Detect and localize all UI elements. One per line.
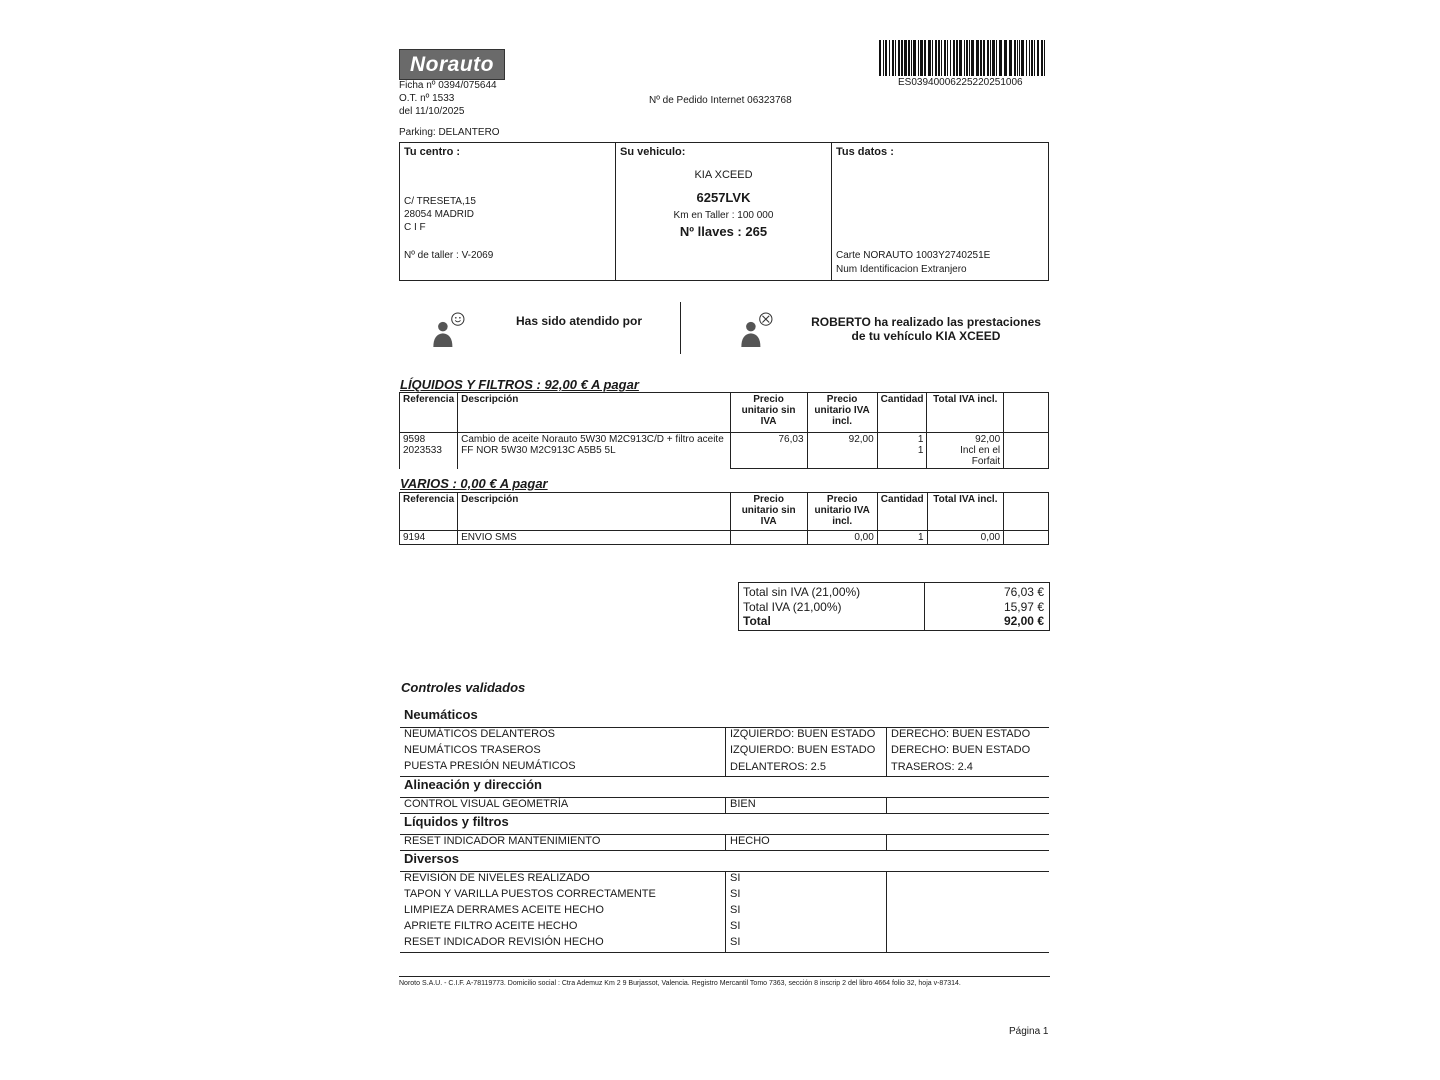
norauto-logo: Norauto (399, 49, 505, 80)
parking-info: Parking: DELANTERO (399, 127, 500, 138)
service-line-2: de tu vehículo KIA XCEED (851, 329, 1001, 343)
liquidos-table (399, 392, 1049, 469)
row-total: 92,00 (975, 434, 1001, 445)
attended-by: Has sido atendido por (516, 314, 643, 328)
control-value: DELANTEROS: 2.5 (730, 761, 826, 773)
carte-norauto: Carte NORAUTO 1003Y2740251E (836, 250, 991, 261)
vehicle-plate: 6257LVK (696, 190, 751, 205)
varios-table (399, 492, 1049, 545)
vehiculo-title: Su vehiculo: (620, 146, 686, 158)
control-value: TRASEROS: 2.4 (891, 761, 973, 773)
legal-footer: Noroto S.A.U. - C.I.F. A-78119773. Domicilio social : Ctra Ademuz Km 2 9 Burjassot, Valencia. Registro Mercantil Tomo 7363, sección 8 inscrip 2 del libro 4664 folio 32, hoja v-87314. (399, 980, 961, 987)
table-row (400, 531, 1049, 545)
control-label: REVISIÓN DE NIVELES REALIZADO (404, 872, 590, 884)
vehicle-model: KIA XCEED (694, 169, 753, 181)
col-puiva: Precio unitario IVA incl. (807, 393, 877, 433)
control-label: RESET INDICADOR REVISIÓN HECHO (404, 936, 604, 948)
col-puiva: Precio unitario IVA incl. (807, 493, 877, 531)
control-value: SI (730, 936, 741, 948)
col-desc: Descripción (458, 393, 730, 433)
control-value: IZQUIERDO: BUEN ESTADO (730, 744, 876, 756)
col-empty (1004, 393, 1049, 433)
barcode-number: ES0394000622522025​1006 (898, 77, 1023, 88)
vehicle-km: Km en Taller : 100 000 (673, 210, 774, 221)
pedido-internet: Nº de Pedido Internet 06323768 (649, 95, 792, 106)
id-type: Num Identificacion Extranjero (836, 264, 967, 275)
row-total: Incl en el Forfait (960, 445, 1001, 467)
ot-date: del 11/10/2025 (399, 106, 465, 117)
control-value: DERECHO: BUEN ESTADO (891, 744, 1031, 756)
service-by (800, 315, 1052, 343)
control-label: LIMPIEZA DERRAMES ACEITE HECHO (404, 904, 604, 916)
col-ref: Referencia (400, 393, 458, 433)
vehicle-keys: Nº llaves : 265 (679, 224, 768, 239)
centro-cif: C I F (404, 222, 426, 233)
control-label: CONTROL VISUAL GEOMETRÍA (404, 798, 569, 810)
control-label: NEUMÁTICOS DELANTEROS (404, 728, 555, 740)
controles-title: Controles validados (401, 680, 526, 695)
col-total: Total IVA incl. (927, 493, 1004, 531)
control-label: NEUMÁTICOS TRASEROS (404, 744, 541, 756)
col-pu: Precio unitario sin IVA (730, 393, 807, 433)
col-desc: Descripción (458, 493, 731, 531)
control-value: SI (730, 872, 741, 884)
row-puiva: 92,00 (848, 434, 874, 445)
row-desc: Cambio de aceite Norauto 5W30 M2C913C/D + filtro aceite (461, 434, 724, 445)
row-puiva: 0,00 (807, 531, 877, 545)
col-empty (1004, 493, 1049, 531)
control-value: DERECHO: BUEN ESTADO (891, 728, 1031, 740)
control-label: PUESTA PRESIÓN NEUMÁTICOS (404, 760, 576, 772)
mechanic-person-icon (740, 306, 774, 354)
datos-title: Tus datos : (836, 146, 894, 158)
table-row (400, 433, 1049, 469)
col-total: Total IVA incl. (927, 393, 1004, 433)
smiley-person-icon (432, 306, 466, 354)
row-ref: 2023533 (403, 445, 442, 456)
alineacion-title: Alineación y dirección (404, 777, 542, 792)
row-ref: 9598 (403, 434, 426, 445)
control-value: SI (730, 920, 741, 932)
liquidos-section-title: LÍQUIDOS Y FILTROS : 92,00 € A pagar (400, 377, 639, 392)
total-sin-iva-label: Total sin IVA (21,00%) (743, 585, 861, 599)
row-qty: 1 (917, 434, 924, 445)
liquidos-controles-title: Líquidos y filtros (404, 814, 509, 829)
centro-address: C/ TRESETA,15 (404, 196, 476, 207)
ot-number: O.T. nº 1533 (399, 93, 455, 104)
total-value: 92,00 € (1003, 614, 1044, 628)
taller-number: Nº de taller : V-2069 (404, 250, 494, 261)
col-qty: Cantidad (877, 493, 927, 531)
service-line-1: ROBERTO ha realizado las prestaciones (811, 315, 1041, 329)
col-qty: Cantidad (877, 393, 927, 433)
row-desc: ENVIO SMS (458, 531, 731, 545)
varios-section-title: VARIOS : 0,00 € A pagar (400, 476, 548, 491)
control-value: SI (730, 904, 741, 916)
control-label: TAPON Y VARILLA PUESTOS CORRECTAMENTE (404, 888, 656, 900)
col-pu: Precio unitario sin IVA (730, 493, 807, 531)
neumaticos-title: Neumáticos (404, 707, 478, 722)
row-total: 0,00 (927, 531, 1004, 545)
centro-title: Tu centro : (404, 146, 461, 158)
page-number: Página 1 (1009, 1026, 1049, 1037)
total-label: Total (743, 614, 771, 628)
total-iva-value: 15,97 € (1003, 600, 1044, 614)
barcode (879, 40, 1049, 76)
control-value: IZQUIERDO: BUEN ESTADO (730, 728, 876, 740)
control-label: RESET INDICADOR MANTENIMIENTO (404, 835, 601, 847)
control-label: APRIETE FILTRO ACEITE HECHO (404, 920, 578, 932)
centro-city: 28054 MADRID (404, 209, 475, 220)
diversos-title: Diversos (404, 851, 459, 866)
row-ref: 9194 (400, 531, 458, 545)
ficha-number: Ficha nº 0394/075644 (399, 80, 497, 91)
row-qty: 1 (877, 531, 927, 545)
row-desc: FF NOR 5W30 M2C913C A5B5 5L (461, 445, 616, 456)
row-qty: 1 (917, 445, 924, 456)
row-pu: 76,03 (778, 434, 804, 445)
control-value: HECHO (730, 835, 770, 847)
control-value: SI (730, 888, 741, 900)
col-ref: Referencia (400, 493, 458, 531)
control-value: BIEN (730, 798, 756, 810)
total-iva-label: Total IVA (21,00%) (743, 600, 842, 614)
row-pu (730, 531, 807, 545)
total-sin-iva-value: 76,03 € (1003, 585, 1044, 599)
